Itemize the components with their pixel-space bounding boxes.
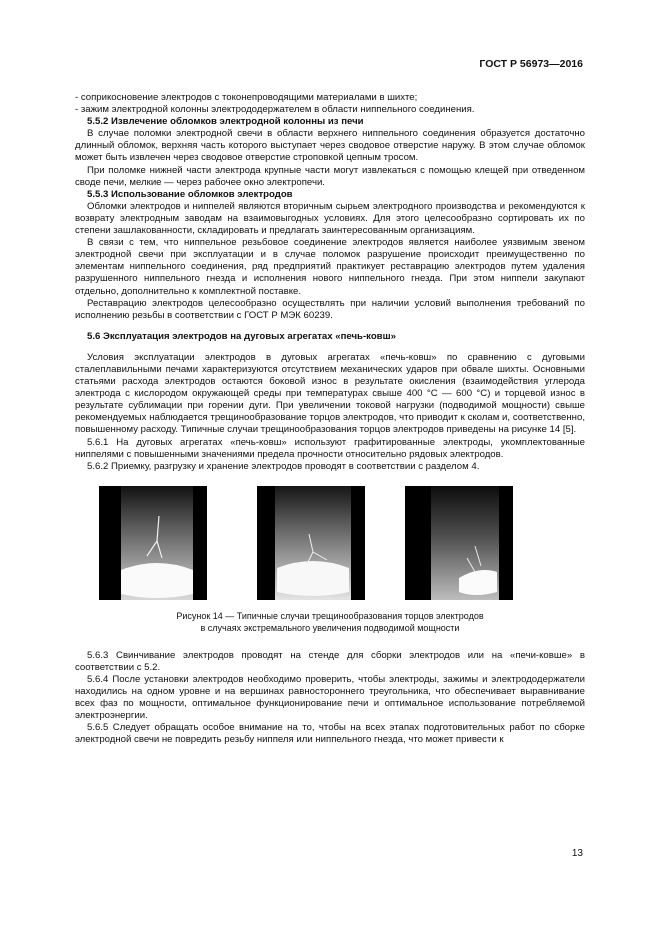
paragraph: 5.6.3 Свинчивание электродов проводят на стенде для сборки электродов или на «печи-ковше» в соответствии с 5.2. [75, 649, 585, 673]
list-item: - зажим электродной колонны электрододержателем в области ниппельного соединения. [75, 104, 475, 116]
paragraph: Условия эксплуатации электродов в дуговых агрегатах «печь-ковш» по сравнению с дуговыми сталеплавильными печами характеризуются отсутствием механических ударов при обвале шихты. Основными статьями расхода электродов остаются боковой износ в результате окисления (взаимодействия углерода электрода с кислородом окружающей среды при температурах свыше 400 °C — 600 °C) и торцевой износ в результате сублимации при горении дуги. При увеличении токовой нагрузки (подводимой мощности) свыше рекомендуемых наблюдается трещинообразование торцов электродов, что приводит к сколам и, соответственно, повышенному расходу. Типичные случаи трещинообразования торцов электродов приведены на рисунке 14 [5]. [75, 351, 585, 436]
electrode-photo-1 [99, 486, 207, 600]
paragraph: 5.6.2 Приемку, разгрузку и хранение электродов проводят в соответствии с разделом 4. [87, 460, 480, 472]
electrode-photo-2 [257, 486, 365, 600]
page-content [75, 92, 585, 747]
paragraph: При поломке нижней части электрода крупные части могут извлекаться с помощью клещей при отведенном своде печи, мелкие — через рабочее окно электропечи. [75, 164, 585, 188]
figure-14 [75, 486, 585, 636]
paragraph: Реставрацию электродов целесообразно осуществлять при наличии условий выполнения требований по исполнению резьбы в соответствии с ГОСТ Р МЭК 60239. [75, 297, 585, 321]
figure-caption [75, 610, 585, 634]
electrode-photo-3 [405, 486, 513, 600]
page-number: 13 [571, 848, 583, 859]
paragraph: 5.6.5 Следует обращать особое внимание на то, чтобы на всех этапах подготовительных работ по сборке электродной свечи не повредить резьбу ниппеля или ниппельного гнезда, что может привести к [75, 722, 585, 746]
list-item: - соприкосновение электродов с токонепроводящими материалами в шихте; [75, 92, 418, 103]
paragraph: Обломки электродов и ниппелей являются вторичным сырьем электродного производства и рекомендуются к возврату электродным заводам на взаимовыгодных условиях. Для этого целесообразно сортировать их по степени зашлакованности, складировать и предлагать заинтересованным организациям. [75, 200, 585, 237]
paragraph: 5.6.4 После установки электродов необходимо проверить, чтобы электроды, зажимы и электрододержатели находились на одном уровне и на вершинах равностороннего треугольника, что обеспечивает выравнивание всех фаз по мощности, оптимальное функционирование печи и оптимальное использование потребляемой электроэнергии. [75, 674, 585, 722]
caption-line: в случаях экстремального увеличения подводимой мощности [200, 622, 460, 633]
section-heading-5-6: 5.6 Эксплуатация электродов на дуговых агрегатах «печь-ковш» [87, 330, 396, 342]
paragraph: 5.6.1 На дуговых агрегатах «печь-ковш» используют графитированные электроды, укомплектованные ниппелями с повышенными значениями предела прочности относительно рядовых электродов. [75, 436, 585, 460]
paragraph: В связи с тем, что ниппельное резьбовое соединение электродов является наиболее уязвимым звеном электродной свечи при эксплуатации и в случае поломок разрушение происходит преимущественно по элементам ниппельного соединения, ряд предприятий практикует реставрацию электродов путем удаления разрушенного ниппельного гнезда и исполнения нового ниппельного гнезда. При этом ниппели закупают отдельно, дополнительно к комплектной поставке. [75, 237, 585, 297]
document-number: ГОСТ Р 56973—2016 [479, 58, 583, 70]
section-heading-5-5-3: 5.5.3 Использование обломков электродов [87, 188, 293, 200]
caption-line: Рисунок 14 — Типичные случаи трещинообразования торцов электродов [176, 610, 484, 621]
paragraph: В случае поломки электродной свечи в области верхнего ниппельного соединения образуется достаточно длинный обломок, верхняя часть которого выступает через сводовое отверстие наружу. В этом случае обломок может быть извлечен через сводовое отверстие строповкой цепным тросом. [75, 128, 585, 164]
section-heading-5-5-2: 5.5.2 Извлечение обломков электродной колонны из печи [87, 116, 364, 128]
